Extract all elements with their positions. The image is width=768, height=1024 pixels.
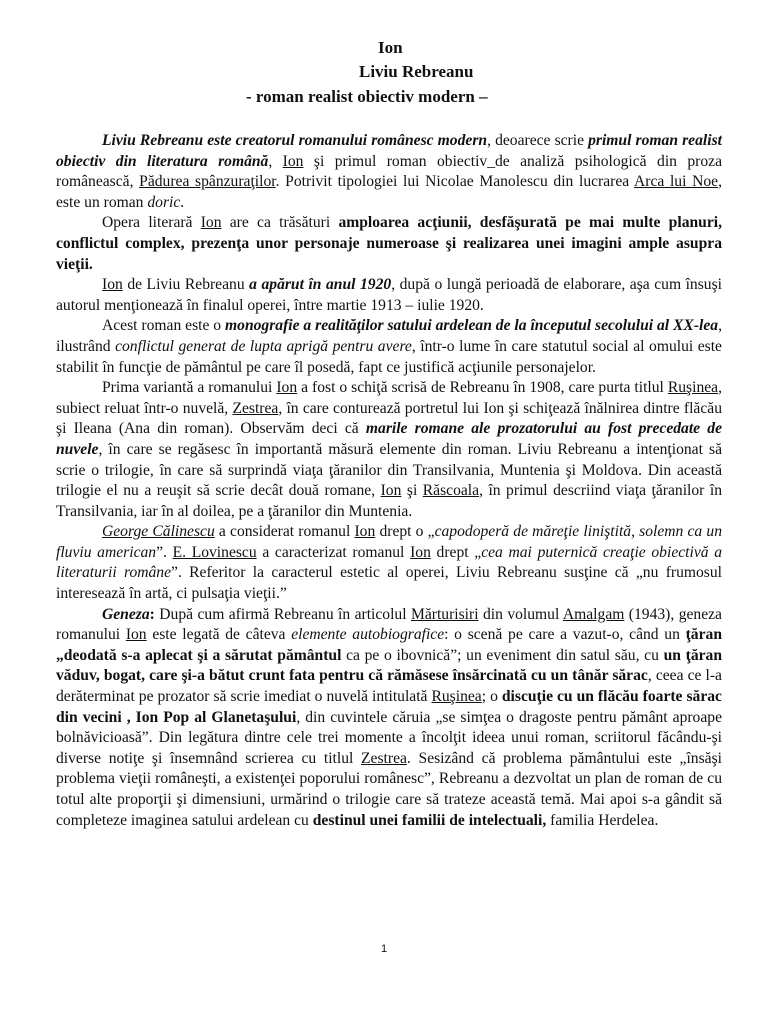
paragraph-text: , în care se regăsesc în importantă măsură elemente din roman. Liviu Rebreanu a intenţionat să scrie o trilogie, în care să surprindă viaţa ţăranilor din Transilvania, Muntenia şi Moldova. Din această trilogie el nu a reuşit să scrie decât două romane, <box>56 440 722 500</box>
paragraph-text: Acest roman este o <box>102 317 226 335</box>
page-number: 1 <box>380 943 388 955</box>
paragraph-text: marile romane ale prozatorului au fost precedate de nuvele <box>56 420 722 458</box>
paragraph-text: , ilustrând <box>56 317 722 355</box>
paragraph-text: , într-o lume în care statutul social al omului este stabilit în funcţie de pământul pe care îl posedă, fapt ce justifică acţiunile personajelor. <box>56 337 722 376</box>
document-body <box>56 131 722 831</box>
paragraph-text: elemente autobiografice <box>291 626 445 644</box>
underlined-title-text: Mărturisiri <box>410 605 479 623</box>
paragraph-text: ”. <box>156 543 173 561</box>
paragraph-text: amploarea acţiunii, desfăşurată pe mai multe planuri, conflictul complex, prezenţa unor personaje numeroase şi realizarea unei imagini ample asupra vieţii. <box>56 214 722 273</box>
title-text: Ion <box>378 38 403 57</box>
underlined-title-text: Ion <box>102 276 123 294</box>
paragraph-text: . <box>180 193 185 211</box>
underlined-title-text: Ruşinea <box>667 379 719 397</box>
paragraph-text: discuţie cu un flăcău foarte sărac din vecini , Ion Pop al Glanetaşului <box>56 688 722 726</box>
paragraph <box>56 378 722 522</box>
paragraph-text: a considerat romanul <box>214 523 355 541</box>
paragraph-text: un ţăran văduv, bogat, care şi-a bătut crunt fata pentru că rămăsese însărcinată cu un tânăr sărac <box>56 646 723 685</box>
paragraph-text: : o scenă pe care a vazut-o, când un <box>444 626 686 644</box>
paragraph-text: cea mai puternică creaţie obiectivă a literaturii române <box>56 543 723 582</box>
paragraph-text: de Liviu Rebreanu <box>122 276 250 294</box>
paragraph-text: , deoarece scrie <box>487 132 589 149</box>
paragraph-text: , din cuvintele căruia „se simţea o dragoste pentru pământ aproape bolnăvicioasă”. Din legătura dintre cele trei momente a încolţit ideea unui roman, scriitorul făcându-şi diverse notiţe şi însemnând scrierea cu titlul <box>56 708 722 767</box>
paragraph-text: Prima variantă a romanului <box>102 379 277 397</box>
underlined-title-text: Ion <box>276 379 298 397</box>
underlined-title-text: Ion <box>200 214 222 232</box>
paragraph-text: ca pe o ibovnică”; un eveniment din satul său, cu <box>341 646 664 664</box>
paragraph-text: a apărut în anul 1920 <box>249 276 392 294</box>
paragraph-text: are ca trăsături <box>221 214 339 232</box>
underlined-title-text: Răscoala <box>422 482 480 500</box>
paragraph <box>56 213 722 275</box>
underlined-title-text: Ion <box>410 543 431 561</box>
paragraph-text: Geneza <box>102 605 150 623</box>
paragraph-text: ”. Referitor la caracterul estetic al operei, Liviu Rebreanu susţine că „nu frumosul interesează în artă, ci pulsaţia vieţii.” <box>56 564 722 603</box>
paragraph-text: monografie a realităţilor satului ardelean de la începutul secolului al XX-lea <box>225 317 719 335</box>
paragraph-text: , <box>268 152 283 170</box>
paragraph-text: drept o „ <box>375 523 435 541</box>
underlined-title-text: Ion <box>380 482 402 500</box>
paragraph-text: (1943), geneza romanului <box>56 605 722 644</box>
paragraph-text: , este un roman <box>56 173 722 211</box>
paragraph <box>56 275 722 316</box>
underlined-title-text: Zestrea <box>232 399 279 417</box>
paragraph-text: ; o <box>481 688 502 706</box>
paragraph-text: . Sesizând că problema pământului este „însăşi problema vieţii româneşti, a existenţei poporului românesc”, Rebreanu a dezvoltat un plan de roman de cu totul alte proporţii şi dimensiuni, urmărind o trilogie care să trateze această temă. Mai apoi s-a gândit să completeze imaginea satului ardelean cu <box>56 749 722 829</box>
paragraph-text: a caracterizat romanul <box>256 543 411 561</box>
paragraph-text: . Potrivit tipologiei lui Nicolae Manolescu din lucrarea <box>275 173 635 191</box>
paragraph-text: şi primul roman obiectiv_de analiză psihologică din proza românească, <box>56 152 722 191</box>
paragraph <box>56 522 722 604</box>
paragraph-text: , după o lungă perioadă de elaborare, aşa cum însuşi autorul menţionează în finalul operei, între martie 1913 – iulie 1920. <box>56 276 722 314</box>
underlined-title-text: Amalgam <box>562 605 625 623</box>
paragraph-text: capodoperă de măreţie liniştită, solemn ca un fluviu american <box>56 523 723 561</box>
paragraph-text: , în primul descriind viaţa ţăranilor în Transilvania, iar în al doilea, pe a ţăranilor din Muntenia. <box>56 482 722 520</box>
paragraph-text: După cum afirmă Rebreanu în articolul <box>154 605 411 623</box>
paragraph-text: ţăran „deodată s-a aplecat şi a sărutat pământul <box>56 626 722 664</box>
paragraph-text: , subiect reluat într-o nuvelă, <box>56 379 723 417</box>
underlined-title-text: Ion <box>282 152 304 170</box>
paragraph-text: , ceea ce l-a derăterminat pe prozator să scrie imediat o nuvelă intitulată <box>56 667 722 706</box>
paragraph-text: destinul unei familii de intelectuali, <box>312 811 547 829</box>
underlined-title-text: Pădurea spânzuraţilor <box>139 173 276 191</box>
paragraph-text: familia Herdelea. <box>546 811 659 829</box>
underlined-title-text: Ruşinea <box>431 688 482 706</box>
paragraph-text: şi <box>401 482 423 500</box>
paragraph-text: doric <box>147 193 181 211</box>
paragraph <box>56 131 722 213</box>
author-text: Liviu Rebreanu <box>359 62 474 81</box>
underlined-title-text: Ion <box>125 626 147 644</box>
paragraph-text: din volumul <box>478 605 563 623</box>
underlined-title-text: Zestrea <box>361 749 407 767</box>
paragraph-text: este legată de câteva <box>146 626 292 644</box>
paragraph-text: a fost o schiţă scrisă de Rebreanu în 1908, care purta titlul <box>297 379 668 397</box>
paragraph-text: Opera literară <box>102 214 201 232</box>
subtitle-text: - roman realist obiectiv modern – <box>246 87 488 106</box>
paragraph-text: : <box>149 605 155 623</box>
paragraph-text: drept „ <box>430 543 482 561</box>
paragraph-text: , în care conturează portretul lui Ion şi schiţează înălnirea dintre flăcău şi Ileana (Ana din roman). Observăm deci că <box>56 399 722 438</box>
paragraph <box>56 605 722 832</box>
paragraph-text: conflictul generat de lupta aprigă pentru avere <box>115 337 412 355</box>
underlined-title-text: Ion <box>354 523 376 541</box>
underlined-title-text: Arca lui Noe <box>634 173 719 191</box>
paragraph-text: Liviu Rebreanu este creatorul romanului românesc modern <box>102 132 488 149</box>
underlined-title-text: George Călinescu <box>102 523 215 541</box>
paragraph <box>56 316 722 378</box>
paragraph-text: primul roman realist obiectiv din literatura română <box>56 132 722 170</box>
underlined-title-text: E. Lovinescu <box>172 543 257 561</box>
